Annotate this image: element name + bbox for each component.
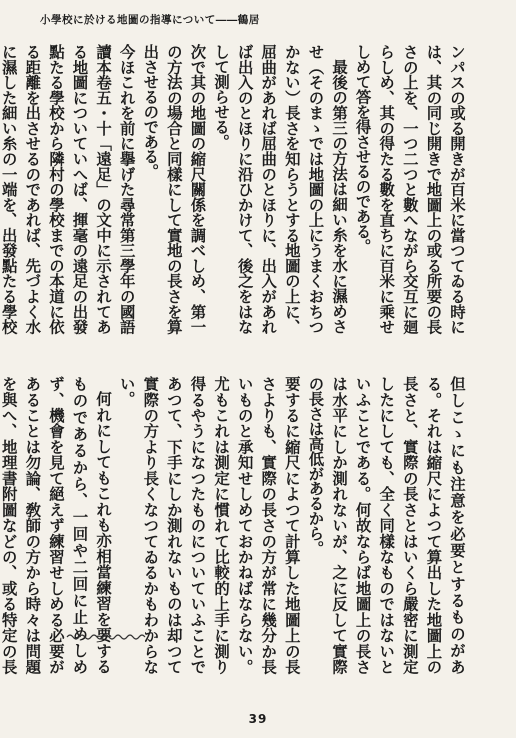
paragraph: 但しこゝにも注意を必要とするものがある。それは縮尺によつて算出した地圖上の長さと、實際の長さとはいくら嚴密に測定したにしても、全く同樣なものではないといふことである。何故ならば地圖上の長さは水平にしか測れないが、之に反して實際の長さは高低があるから。 [306,376,466,674]
paragraph: 次で其の地圖の縮尺關係を調べしめ、第一の方法の場合と同樣にして實地の長さを算出させるのである。 [141,44,207,334]
wavy-section-divider [66,632,148,642]
running-header: 小學校に於ける地圖の指導について――鶴居 [40,14,260,26]
paragraph: ンパスの或る開きが百米に當つてゐる時には、其の同じ開きで地圖上の或る所要の長さの上を、一つ二つと數へながら交互に廻らしめ、其の得たる數を直ちに百米に乘せしめて答を得させるのである。 [353,44,466,334]
paragraph: 要するに縮尺によつて計算した地圖上の長さよりも、實際の長さの方が常に幾分か長いものと承知せしめておかねばならない。尤もこれは測定に慣れて比較的上手に測り得るやうになつたものについていふことであつて、下手にしか測れないものは却つて實際の方より長くなつてゐるかもわからない。 [117,376,301,674]
paragraph: 今ほこれを前に擧げた尋常第三學年の國語讀本卷五・十「遠足」の文中に示されてある地圖についていへば、揮毫の遠足の出發點たる學校から隣村の學校までの本道に依る距離を出させるのであれば、先づよく水に濕した細い糸の一端を、出發點たる學校 [0,44,136,334]
upper-text-block [0,44,468,334]
paragraph: 何れにしてもこれも亦相當練習を要するものであるから、一回や二回に止めしめず、機會を見て絕えず練習せしめる必要があることは勿論、敎師の方から時々は問題を與へ、地理書附圖などの、或る特定の長 [0,376,113,674]
lower-text-block [0,376,468,674]
paragraph: 最後の第三の方法は細い糸を水に濕めさせ（そのまゝでは地圖の上にうまくおちつかない）長さを知らうとする地圖の上に、屈曲があれば屈曲のとほりに、出入があれば出入のとほりに沿ひかけて、後之をはなして測らせる。 [212,44,349,334]
page-number: 39 [248,712,268,726]
